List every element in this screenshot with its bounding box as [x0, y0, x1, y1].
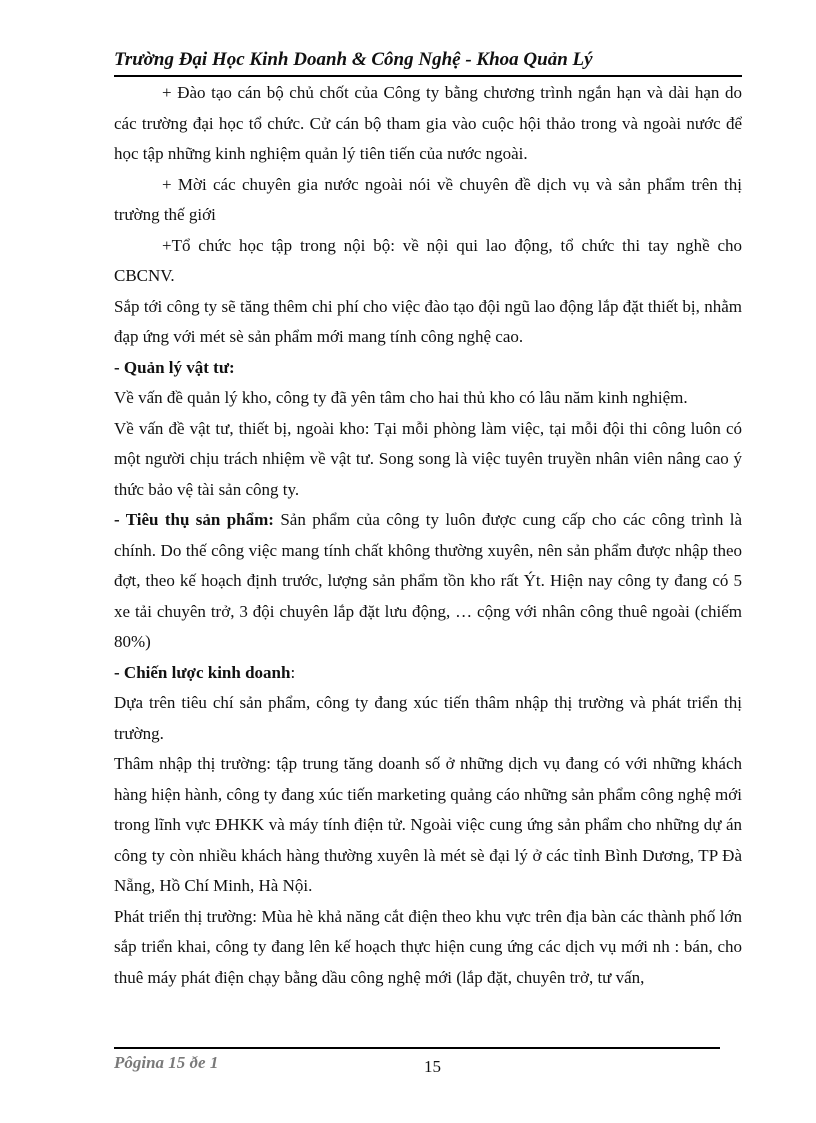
paragraph-consumption-text: Sản phẩm của công ty luôn được cung cấp cho các công trình là chính. Do thế công việc mang tính chất không thường xuyên, nên sản phẩm được nhập theo đợt, theo kế hoạch định trước, lượng sản phẩm tồn kho rất Ýt. Hiện nay công ty đang có 5 xe tải chuyên trở, 3 đội chuyên lắp đặt lưu động, … cộng với nhân công thuê ngoài (chiếm 80%) — [114, 510, 742, 651]
paragraph-internal-training: +Tổ chức học tập trong nội bộ: về nội qui lao động, tổ chức thi tay nghề cho CBCNV. — [114, 235, 742, 285]
section-heading-materials: - Quản lý vật tư: — [114, 357, 235, 377]
page-number: 15 — [424, 1057, 441, 1076]
paragraph-training-managers: + Đào tạo cán bộ chủ chốt của Công ty bằng chương trình ngắn hạn và dài hạn do các trường đại học tổ chức. Cử cán bộ tham gia vào cuộc hội thảo trong và ngoài nước để học tập những kinh nghiệm quản lý tiên tiến của nước ngoài. — [114, 83, 742, 163]
paragraph-warehouse: Về vấn đề quản lý kho, công ty đã yên tâm cho hai thủ kho có lâu năm kinh nghiệm. — [114, 388, 688, 407]
paragraph-equipment: Về vấn đề vật tư, thiết bị, ngoài kho: Tại mỗi phòng làm việc, tại mỗi đội thi công luôn có một người chịu trách nhiệm về vật tư. Song song là việc tuyên truyền nhân viên nâng cao ý thức bảo vệ tài sản công ty. — [114, 418, 742, 499]
strategy-heading-colon: : — [290, 662, 296, 682]
paragraph-strategy-criteria: Dựa trên tiêu chí sản phẩm, công ty đang xúc tiến thâm nhập thị trường và phát triển thị trường. — [114, 693, 742, 743]
paragraph-market-penetration: Thâm nhập thị trường: tập trung tăng doanh số ở những dịch vụ đang có với những khách hàng hiện hành, công ty đang xúc tiến marketing quảng cáo những sản phẩm công nghệ mới trong lĩnh vực ĐHKK và máy tính điện tử. Ngoài việc cung ứng sản phẩm cho những dự án công ty còn nhiều khách hàng thường xuyên là mét sè đại lý ở các tỉnh Bình Dương, TP Đà Nẵng, Hồ Chí Minh, Hà Nội. — [114, 754, 742, 895]
paragraph-foreign-experts: + Mời các chuyên gia nước ngoài nói về chuyên đề dịch vụ và sản phẩm trên thị trường thế giới — [114, 174, 742, 224]
paragraph-market-development: Phát triển thị trường: Mùa hè khả năng cắt điện theo khu vực trên địa bàn các thành phố lớn sắp triển khai, công ty đang lên kế hoạch thực hiện cung ứng các dịch vụ mới nh : bán, cho thuê máy phát điện chạy bằng dầu công nghệ mới (lắp đặt, chuyên trở, tư vấn, — [114, 906, 742, 987]
footer-page-label: Pôgina 15 ðe 1 — [114, 1053, 219, 1072]
document-header: Trường Đại Học Kinh Doanh & Công Nghệ - Khoa Quản Lý — [114, 49, 593, 70]
header-divider — [114, 75, 742, 77]
paragraph-strategy-heading — [114, 658, 742, 689]
document-body — [114, 78, 742, 993]
paragraph-consumption — [114, 505, 742, 658]
section-heading-consumption: - Tiêu thụ sản phẩm: — [114, 510, 274, 529]
section-heading-strategy: - Chiến lược kinh doanh — [114, 662, 291, 682]
paragraph-training-costs: Sắp tới công ty sẽ tăng thêm chi phí cho việc đào tạo đội ngũ lao động lắp đặt thiết bị, nhằm đạp ứng với mét sè sản phẩm mới mang tính công nghệ cao. — [114, 296, 742, 346]
footer-divider — [114, 1047, 720, 1049]
